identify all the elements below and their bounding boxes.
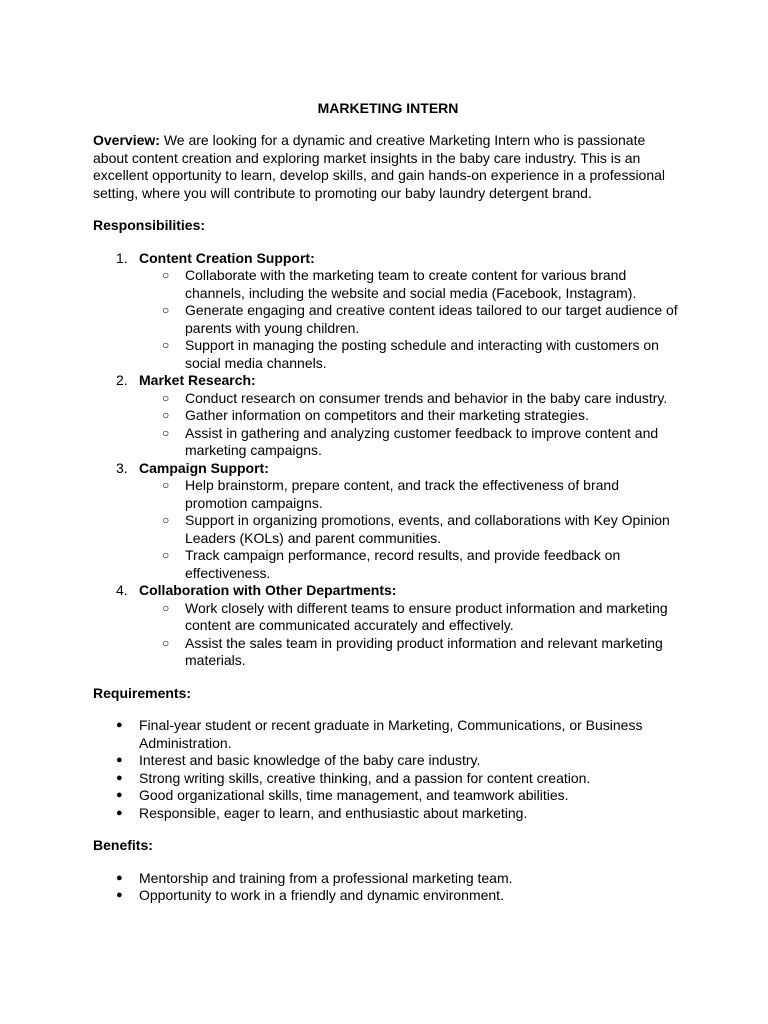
responsibility-item xyxy=(93,460,683,583)
list-item xyxy=(93,887,683,905)
bullet-icon: ● xyxy=(116,871,123,884)
sub-list-item xyxy=(139,477,683,512)
benefit-text: Mentorship and training from a professional marketing team. xyxy=(139,869,513,886)
list-item xyxy=(93,770,683,788)
overview-text: We are looking for a dynamic and creative Marketing Intern who is passionate about content creation and exploring market insights in the baby care industry. This is an excellent opportunity to learn, develop skills, and gain hands-on experience in a professional setting, where you will contribute to promoting our baby laundry detergent brand. xyxy=(93,132,666,201)
sub-item-text: Assist the sales team in providing product information and relevant marketing materials. xyxy=(185,634,663,668)
hollow-bullet-icon: ○ xyxy=(162,390,170,405)
benefit-text: Opportunity to work in a friendly and dynamic environment. xyxy=(139,887,504,903)
bullet-icon: ● xyxy=(116,789,123,801)
list-number: 4. xyxy=(116,582,128,598)
list-number: 3. xyxy=(116,459,128,476)
hollow-bullet-icon: ○ xyxy=(162,268,170,282)
sub-list-item xyxy=(139,600,683,635)
sub-list-item xyxy=(139,390,683,408)
list-item xyxy=(93,717,683,752)
bullet-icon: ● xyxy=(116,719,123,731)
overview-paragraph xyxy=(93,132,683,202)
responsibility-sublist xyxy=(139,267,683,372)
responsibility-sublist xyxy=(139,600,683,670)
requirement-text: Interest and basic knowledge of the baby care industry. xyxy=(139,752,481,768)
responsibility-title: Market Research: xyxy=(139,372,256,388)
sub-item-text: Support in managing the posting schedule and interacting with customers on social media channels. xyxy=(185,337,659,371)
bullet-icon: ● xyxy=(116,771,123,784)
sub-item-text: Gather information on competitors and their marketing strategies. xyxy=(185,407,589,423)
responsibility-title: Collaboration with Other Departments: xyxy=(139,582,397,598)
responsibility-item xyxy=(93,582,683,670)
responsibility-title: Content Creation Support: xyxy=(139,249,315,266)
sub-list-item xyxy=(139,425,683,460)
list-number: 2. xyxy=(116,372,128,388)
list-item xyxy=(93,805,683,823)
hollow-bullet-icon: ○ xyxy=(162,408,170,422)
hollow-bullet-icon: ○ xyxy=(162,513,170,527)
benefits-heading: Benefits: xyxy=(93,837,153,853)
sub-list-item xyxy=(139,302,683,337)
responsibility-item xyxy=(93,250,683,373)
list-item xyxy=(93,787,683,805)
sub-item-text: Collaborate with the marketing team to create content for various brand channels, including the website and social media (Facebook, Instagram). xyxy=(185,267,637,301)
sub-list-item xyxy=(139,267,683,302)
requirements-list xyxy=(93,717,683,822)
responsibility-sublist xyxy=(139,390,683,460)
hollow-bullet-icon: ○ xyxy=(162,600,170,615)
document-page xyxy=(93,100,683,905)
requirements-heading: Requirements: xyxy=(93,684,192,701)
hollow-bullet-icon: ○ xyxy=(162,478,170,492)
requirement-text: Good organizational skills, time management, and teamwork abilities. xyxy=(139,787,569,803)
requirement-text: Final-year student or recent graduate in Marketing, Communications, or Business Administration. xyxy=(139,717,643,751)
hollow-bullet-icon: ○ xyxy=(162,635,170,650)
bullet-icon: ● xyxy=(116,806,123,819)
sub-item-text: Work closely with different teams to ensure product information and marketing content are communicated accurately and effectively. xyxy=(185,599,668,633)
sub-item-text: Assist in gathering and analyzing customer feedback to improve content and marketing campaigns. xyxy=(185,424,659,458)
responsibilities-heading: Responsibilities: xyxy=(93,217,206,233)
requirement-text: Strong writing skills, creative thinking, and a passion for content creation. xyxy=(139,769,591,786)
overview-label: Overview: xyxy=(93,132,160,148)
hollow-bullet-icon: ○ xyxy=(162,303,170,317)
hollow-bullet-icon: ○ xyxy=(162,425,170,440)
list-item xyxy=(93,752,683,770)
list-item xyxy=(93,870,683,888)
sub-list-item xyxy=(139,635,683,670)
responsibility-title: Campaign Support: xyxy=(139,459,269,476)
sub-item-text: Support in organizing promotions, events, and collaborations with Key Opinion Leaders (KOLs) and parent communities. xyxy=(185,512,670,546)
responsibilities-list xyxy=(93,250,683,670)
hollow-bullet-icon: ○ xyxy=(162,548,170,562)
hollow-bullet-icon: ○ xyxy=(162,338,170,352)
bullet-icon: ● xyxy=(116,889,123,901)
sub-list-item xyxy=(139,512,683,547)
sub-item-text: Help brainstorm, prepare content, and track the effectiveness of brand promotion campaigns. xyxy=(185,477,619,511)
sub-item-text: Generate engaging and creative content ideas tailored to our target audience of parents with young children. xyxy=(185,302,678,336)
responsibility-sublist xyxy=(139,477,683,582)
document-title: MARKETING INTERN xyxy=(317,100,459,116)
list-number: 1. xyxy=(116,249,128,266)
sub-list-item xyxy=(139,337,683,372)
bullet-icon: ● xyxy=(116,754,123,766)
responsibility-item xyxy=(93,372,683,460)
requirement-text: Responsible, eager to learn, and enthusiastic about marketing. xyxy=(139,804,528,821)
benefits-list xyxy=(93,870,683,905)
sub-item-text: Conduct research on consumer trends and behavior in the baby care industry. xyxy=(185,389,668,406)
sub-list-item xyxy=(139,407,683,425)
sub-list-item xyxy=(139,547,683,582)
sub-item-text: Track campaign performance, record results, and provide feedback on effectiveness. xyxy=(185,547,621,581)
